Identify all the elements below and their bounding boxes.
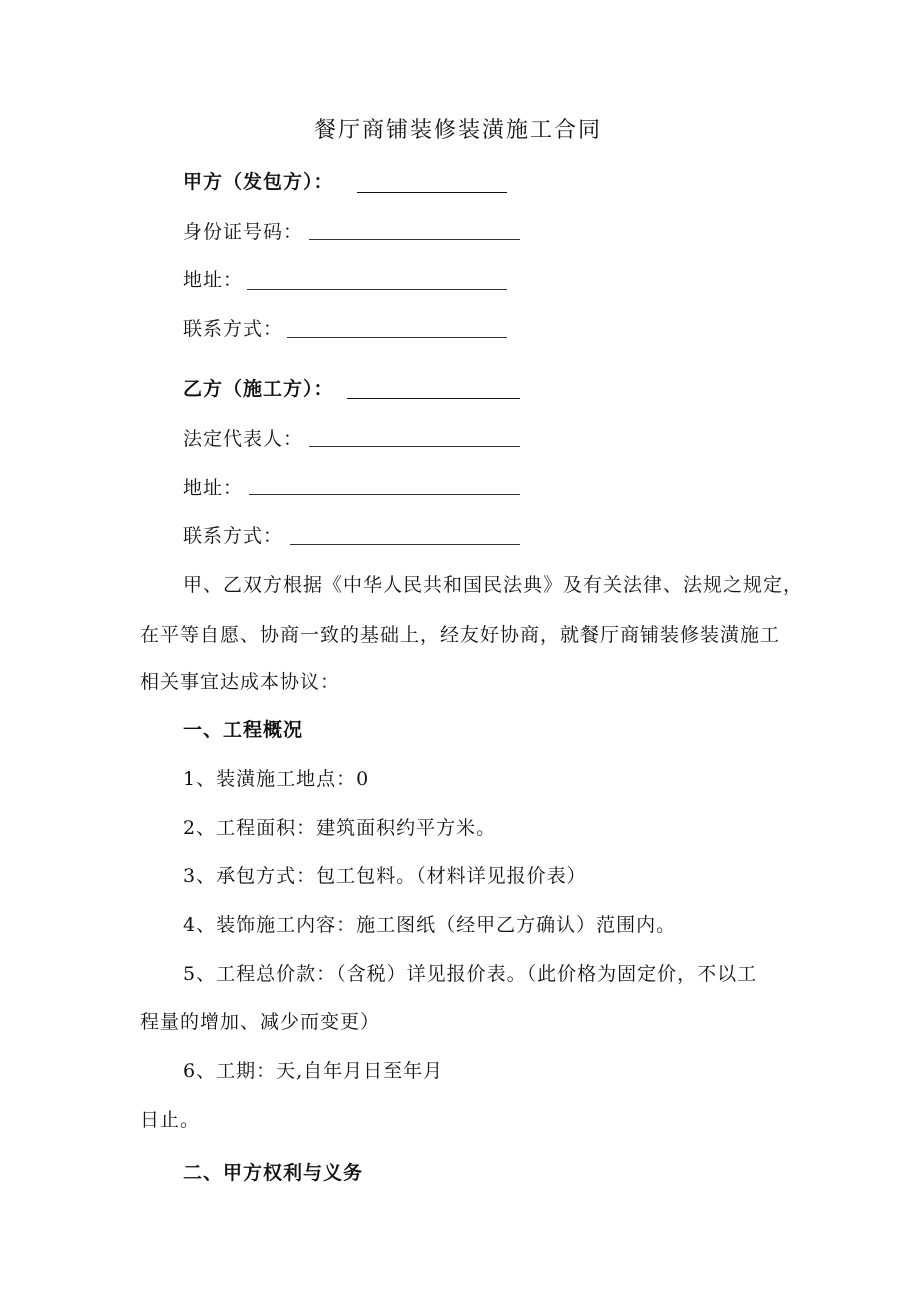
section-1-item-3: 3、承包方式：包工包料。（材料详见报价表）	[183, 865, 587, 887]
party-a-contact-blank[interactable]	[287, 337, 507, 338]
section-1-item-5-continued: 程量的增加、减少而变更）	[140, 1011, 381, 1033]
section-1-item-2: 2、工程面积：建筑面积约平方米。	[183, 817, 497, 839]
party-a-address-blank[interactable]	[247, 289, 507, 290]
section-1-item-4: 4、装饰施工内容：施工图纸（经甲乙方确认）范围内。	[183, 914, 677, 936]
party-b-address-label: 地址：	[183, 477, 244, 499]
party-a-id-blank[interactable]	[309, 239, 520, 240]
preamble-line-3: 相关事宜达成本协议：	[140, 671, 341, 693]
party-b-rep-blank[interactable]	[309, 446, 520, 447]
party-b-address-blank[interactable]	[249, 494, 520, 495]
section-1-heading: 一、工程概况	[183, 719, 304, 741]
preamble-line-1: 甲、乙双方根据《中华人民共和国民法典》及有关法律、法规之规定，	[183, 574, 804, 596]
section-1-item-6: 6、工期：天,自年月日至年月	[183, 1060, 444, 1082]
party-b-label: 乙方（施工方）：	[183, 378, 334, 400]
section-2-heading: 二、甲方权利与义务	[183, 1162, 364, 1184]
party-b-contact-label: 联系方式：	[183, 525, 284, 547]
section-1-item-6-continued: 日止。	[140, 1109, 201, 1131]
party-a-id-label: 身份证号码：	[183, 221, 304, 243]
document-title: 餐厅商铺装修装潢施工合同	[314, 118, 603, 143]
party-b-name-blank[interactable]	[347, 398, 520, 399]
section-1-item-1: 1、装潢施工地点：0	[183, 768, 370, 790]
section-1-item-5: 5、工程总价款：（含税）详见报价表。（此价格为固定价，不以工	[183, 963, 758, 985]
party-a-address-label: 地址：	[183, 269, 244, 291]
preamble-line-2: 在平等自愿、协商一致的基础上，经友好协商，就餐厅商铺装修装潢施工	[140, 624, 781, 646]
party-b-contact-blank[interactable]	[290, 544, 520, 545]
party-b-rep-label: 法定代表人：	[183, 428, 304, 450]
party-a-label: 甲方（发包方）：	[183, 171, 334, 193]
party-a-contact-label: 联系方式：	[183, 318, 284, 340]
party-a-name-blank[interactable]	[357, 192, 507, 193]
